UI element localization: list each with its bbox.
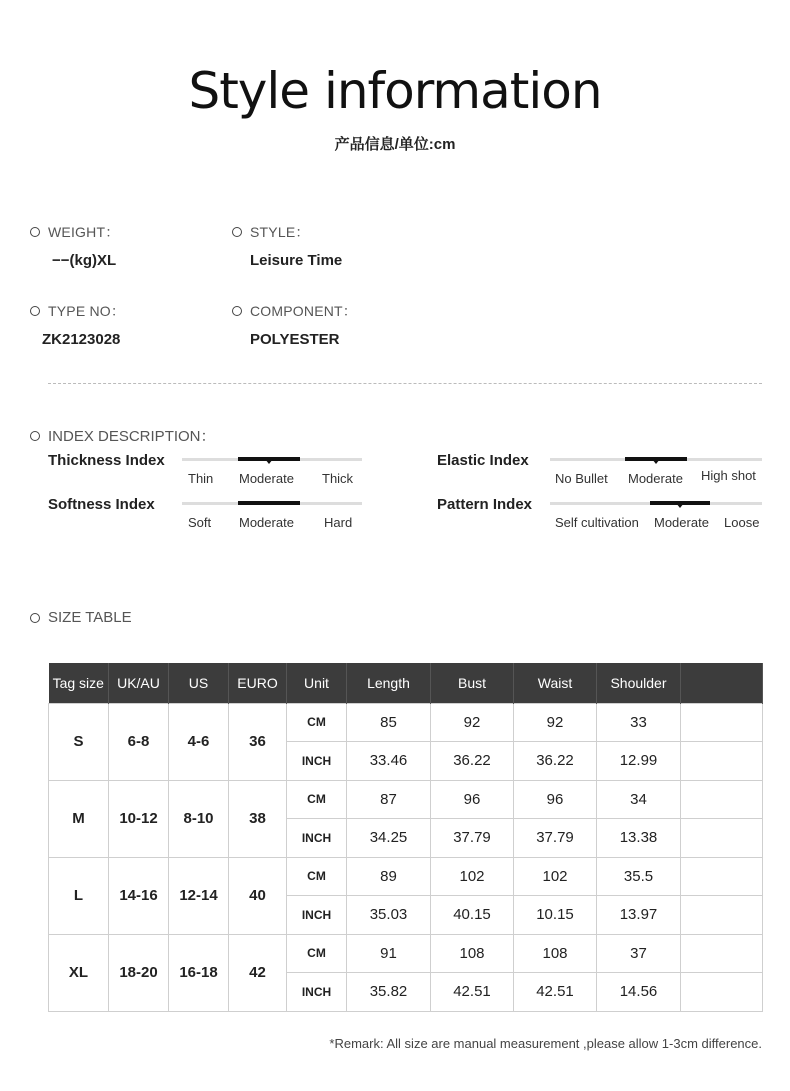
elastic-index-name: Elastic Index xyxy=(437,452,529,469)
circle-icon xyxy=(30,613,40,623)
unit-cell: CM xyxy=(287,857,347,896)
column-header: UK/AU xyxy=(109,663,169,703)
thickness-index-scale xyxy=(182,458,362,488)
column-header: Shoulder xyxy=(597,663,681,703)
size-cell: L xyxy=(49,857,109,934)
bust-cell: 96 xyxy=(431,780,514,819)
length-cell: 33.46 xyxy=(347,742,431,781)
size-cell: M xyxy=(49,780,109,857)
empty-cell xyxy=(681,819,763,858)
empty-cell xyxy=(681,703,763,742)
scale-label: Thick xyxy=(322,471,354,486)
softness-index-scale xyxy=(182,502,362,532)
length-cell: 91 xyxy=(347,934,431,973)
size-table-heading xyxy=(30,609,132,626)
column-header: Waist xyxy=(514,663,597,703)
bust-cell: 42.51 xyxy=(431,973,514,1012)
style-value: Leisure Time xyxy=(250,252,343,269)
uk-cell: 18-20 xyxy=(109,934,169,1011)
scale-label: Moderate xyxy=(239,515,294,530)
length-cell: 35.82 xyxy=(347,973,431,1012)
component-value: POLYESTER xyxy=(250,331,340,348)
size-cell: S xyxy=(49,703,109,780)
empty-cell xyxy=(681,857,763,896)
length-cell: 87 xyxy=(347,780,431,819)
page-subtitle: 产品信息/单位:cm xyxy=(334,136,456,153)
table-row xyxy=(49,780,763,819)
size-table xyxy=(48,663,763,1012)
empty-cell xyxy=(681,973,763,1012)
waist-cell: 36.22 xyxy=(514,742,597,781)
weight-label: WEIGHT： xyxy=(48,224,120,240)
pattern-index-scale xyxy=(550,502,762,532)
unit-cell: CM xyxy=(287,934,347,973)
scale-label: Soft xyxy=(188,515,212,530)
circle-icon xyxy=(30,431,40,441)
index-description-label: INDEX DESCRIPTION： xyxy=(48,428,216,445)
style-field xyxy=(232,222,342,269)
component-field xyxy=(232,301,357,348)
scale-label: No Bullet xyxy=(555,471,608,486)
scale-label: Moderate xyxy=(654,515,709,530)
size-cell: XL xyxy=(49,934,109,1011)
index-description-heading xyxy=(30,425,216,446)
us-cell: 8-10 xyxy=(169,780,229,857)
waist-cell: 96 xyxy=(514,780,597,819)
shoulder-cell: 12.99 xyxy=(597,742,681,781)
shoulder-cell: 37 xyxy=(597,934,681,973)
scale-label: Loose xyxy=(724,515,760,530)
weight-field xyxy=(30,222,119,269)
shoulder-cell: 33 xyxy=(597,703,681,742)
table-header-row xyxy=(49,663,763,703)
unit-cell: INCH xyxy=(287,742,347,781)
page-title: Style information xyxy=(188,62,602,120)
waist-cell: 92 xyxy=(514,703,597,742)
euro-cell: 42 xyxy=(229,934,287,1011)
softness-index-name: Softness Index xyxy=(48,496,155,513)
shoulder-cell: 13.97 xyxy=(597,896,681,935)
shoulder-cell: 13.38 xyxy=(597,819,681,858)
column-header: Length xyxy=(347,663,431,703)
thickness-index-name: Thickness Index xyxy=(48,452,165,469)
type-no-field xyxy=(30,301,125,348)
euro-cell: 38 xyxy=(229,780,287,857)
length-cell: 85 xyxy=(347,703,431,742)
circle-icon xyxy=(30,306,40,316)
uk-cell: 10-12 xyxy=(109,780,169,857)
uk-cell: 14-16 xyxy=(109,857,169,934)
bust-cell: 92 xyxy=(431,703,514,742)
unit-cell: CM xyxy=(287,703,347,742)
style-label: STYLE： xyxy=(250,224,310,240)
bust-cell: 108 xyxy=(431,934,514,973)
column-header: US xyxy=(169,663,229,703)
table-row xyxy=(49,857,763,896)
scale-label: Moderate xyxy=(239,471,294,486)
shoulder-cell: 14.56 xyxy=(597,973,681,1012)
weight-value: −−(kg)XL xyxy=(52,252,117,269)
table-row xyxy=(49,934,763,973)
circle-icon xyxy=(30,227,40,237)
bust-cell: 102 xyxy=(431,857,514,896)
us-cell: 12-14 xyxy=(169,857,229,934)
waist-cell: 37.79 xyxy=(514,819,597,858)
unit-cell: CM xyxy=(287,780,347,819)
waist-cell: 42.51 xyxy=(514,973,597,1012)
bust-cell: 37.79 xyxy=(431,819,514,858)
empty-cell xyxy=(681,896,763,935)
pattern-index-name: Pattern Index xyxy=(437,496,533,513)
scale-label: Thin xyxy=(188,471,214,486)
bust-cell: 40.15 xyxy=(431,896,514,935)
empty-cell xyxy=(681,742,763,781)
us-cell: 16-18 xyxy=(169,934,229,1011)
length-cell: 35.03 xyxy=(347,896,431,935)
divider xyxy=(48,383,762,384)
type-no-label: TYPE NO： xyxy=(48,303,126,319)
euro-cell: 40 xyxy=(229,857,287,934)
scale-label: High shot xyxy=(701,468,756,483)
waist-cell: 10.15 xyxy=(514,896,597,935)
length-cell: 34.25 xyxy=(347,819,431,858)
scale-label: Hard xyxy=(324,515,353,530)
waist-cell: 108 xyxy=(514,934,597,973)
unit-cell: INCH xyxy=(287,973,347,1012)
length-cell: 89 xyxy=(347,857,431,896)
scale-label: Moderate xyxy=(628,471,683,486)
column-header: Tag size xyxy=(49,663,109,703)
euro-cell: 36 xyxy=(229,703,287,780)
table-row xyxy=(49,703,763,742)
shoulder-cell: 35.5 xyxy=(597,857,681,896)
size-table-label: SIZE TABLE xyxy=(48,609,132,626)
column-header: EURO xyxy=(229,663,287,703)
bust-cell: 36.22 xyxy=(431,742,514,781)
column-header: Unit xyxy=(287,663,347,703)
type-no-value: ZK2123028 xyxy=(42,331,121,348)
remark-note: *Remark: All size are manual measurement ,please allow 1-3cm difference. xyxy=(329,1036,762,1051)
unit-cell: INCH xyxy=(287,819,347,858)
us-cell: 4-6 xyxy=(169,703,229,780)
component-label: COMPONENT： xyxy=(250,303,357,319)
circle-icon xyxy=(232,306,242,316)
uk-cell: 6-8 xyxy=(109,703,169,780)
column-header xyxy=(681,663,763,703)
column-header: Bust xyxy=(431,663,514,703)
circle-icon xyxy=(232,227,242,237)
elastic-index-scale xyxy=(550,458,762,488)
empty-cell xyxy=(681,934,763,973)
unit-cell: INCH xyxy=(287,896,347,935)
shoulder-cell: 34 xyxy=(597,780,681,819)
scale-label: Self cultivation xyxy=(555,515,639,530)
empty-cell xyxy=(681,780,763,819)
waist-cell: 102 xyxy=(514,857,597,896)
